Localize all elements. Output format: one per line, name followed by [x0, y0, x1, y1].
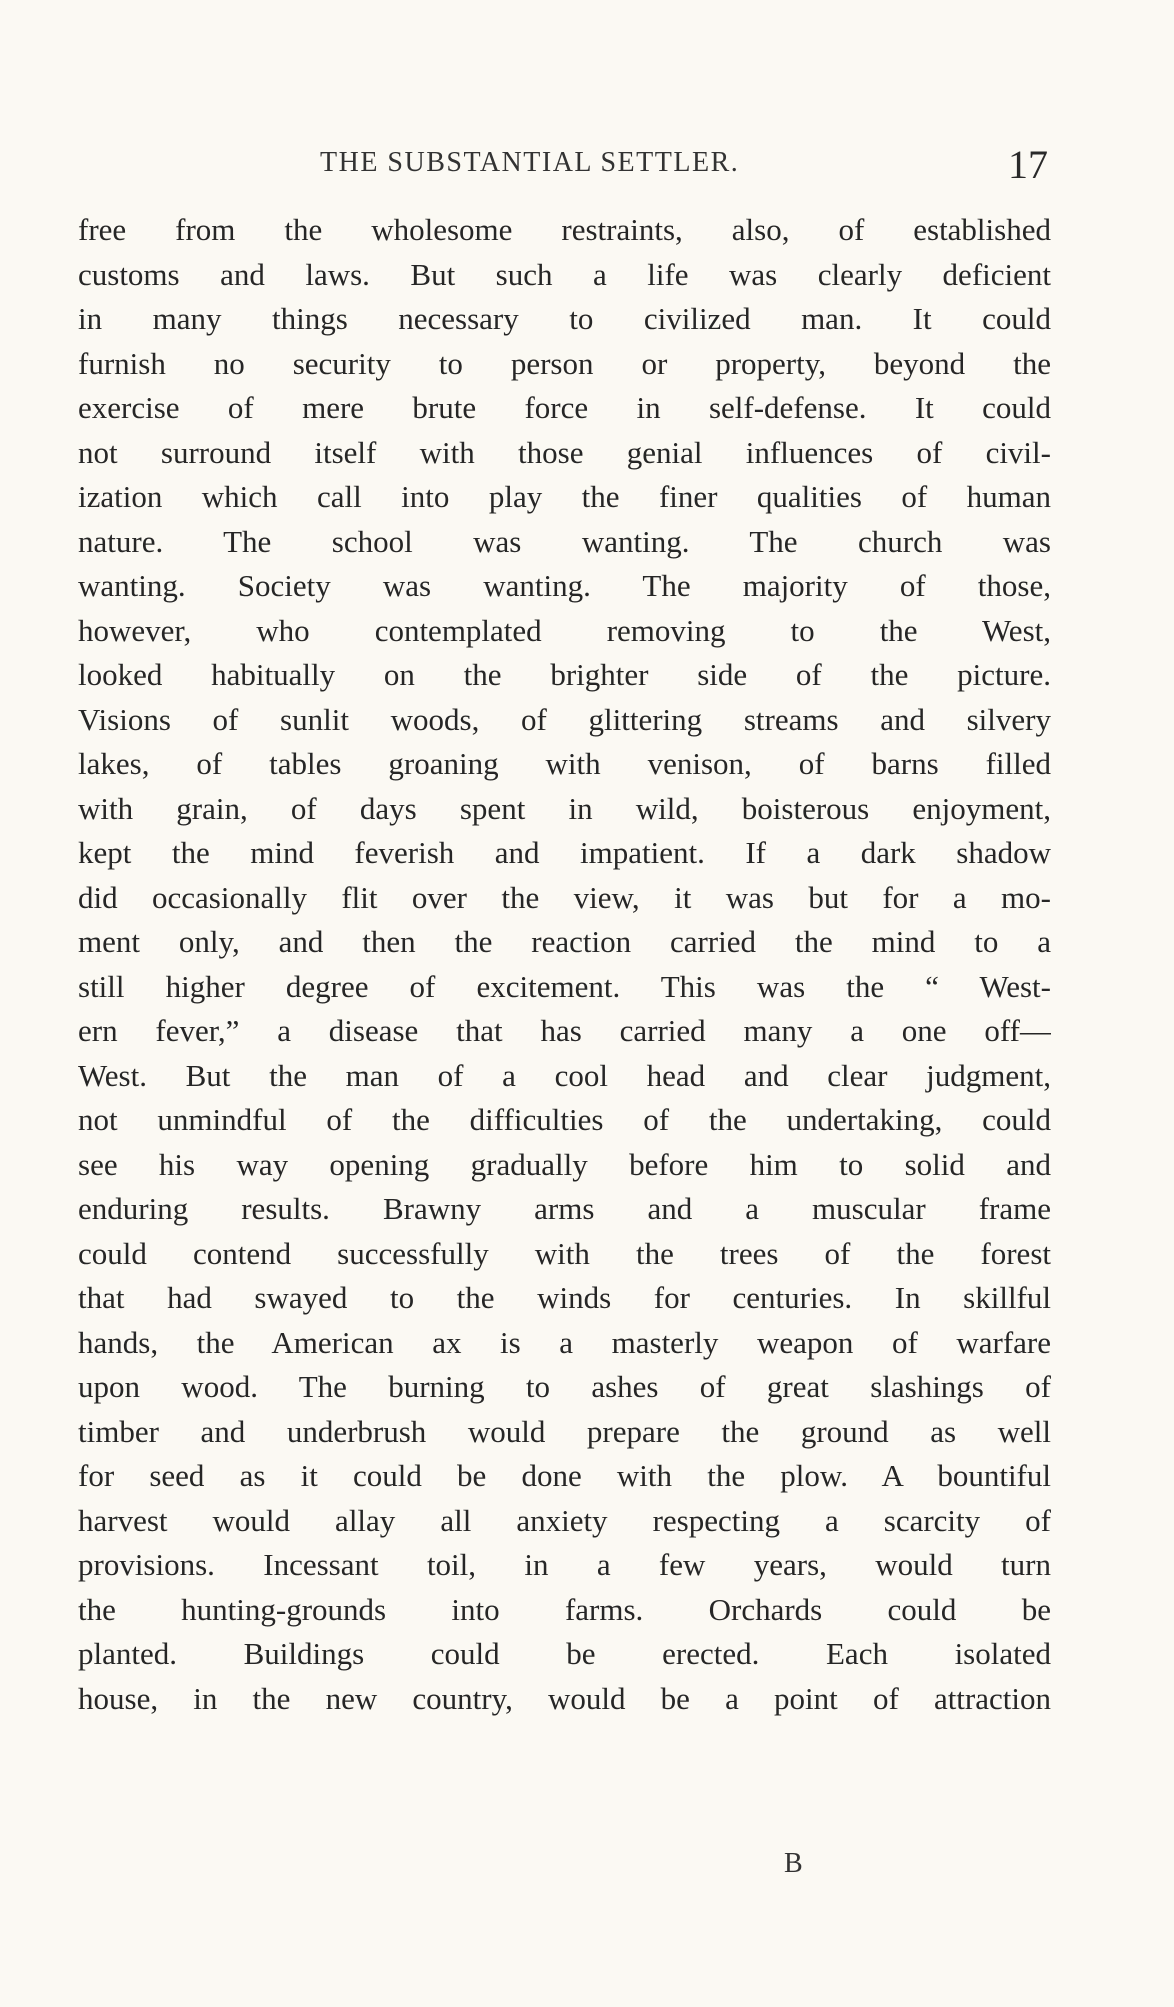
running-head: [0, 142, 1174, 195]
text-line: planted. Buildings could be erected. Each isolated: [78, 1636, 1051, 1671]
text-line: nature. The school was wanting. The church was: [78, 523, 1051, 559]
text-line: ization which call into play the finer qualities of human: [78, 479, 1051, 514]
text-line: customs and laws. But such a life was clearly deficient: [78, 256, 1051, 292]
text-line: that had swayed to the winds for centuries. In skillful: [78, 1280, 1051, 1315]
text-line: West. But the man of a cool head and clear judgment,: [78, 1057, 1051, 1093]
text-line: however, who contemplated removing to the West,: [78, 612, 1051, 648]
text-line: house, in the new country, would be a point of attraction: [78, 1680, 1051, 1716]
text-line: lakes, of tables groaning with venison, of barns filled: [78, 746, 1051, 781]
text-line: with grain, of days spent in wild, boisterous enjoyment,: [78, 790, 1051, 826]
text-line: provisions. Incessant toil, in a few years, would turn: [78, 1547, 1051, 1582]
text-line: did occasionally flit over the view, it was but for a mo-: [78, 879, 1051, 915]
text-line: hands, the American ax is a masterly weapon of warfare: [78, 1324, 1051, 1360]
text-line: looked habitually on the brighter side of the picture.: [78, 657, 1051, 692]
text-line: wanting. Society was wanting. The majority of those,: [78, 568, 1051, 603]
text-line: Visions of sunlit woods, of glittering streams and silvery: [78, 701, 1051, 737]
signature-mark: B: [784, 1848, 803, 1879]
text-line: not unmindful of the difficulties of the undertaking, could: [78, 1102, 1051, 1137]
text-line: still higher degree of excitement. This was the “ West-: [78, 968, 1051, 1004]
text-line: not surround itself with those genial influences of civil-: [78, 434, 1051, 470]
text-line: harvest would allay all anxiety respecting a scarcity of: [78, 1502, 1051, 1538]
text-line: exercise of mere brute force in self-defense. It could: [78, 390, 1051, 425]
text-line: could contend successfully with the trees of the forest: [78, 1235, 1051, 1271]
body-text: [78, 208, 1051, 1721]
text-line: ern fever,” a disease that has carried many a one off—: [78, 1013, 1051, 1048]
text-line: kept the mind feverish and impatient. If a dark shadow: [78, 835, 1051, 870]
text-line: see his way opening gradually before him to solid and: [78, 1146, 1051, 1182]
text-line: free from the wholesome restraints, also, of established: [78, 212, 1051, 247]
text-line: enduring results. Brawny arms and a muscular frame: [78, 1191, 1051, 1226]
text-line: ment only, and then the reaction carried the mind to a: [78, 924, 1051, 959]
text-line: for seed as it could be done with the plow. A bountiful: [78, 1458, 1051, 1493]
text-line: upon wood. The burning to ashes of great slashings of: [78, 1369, 1051, 1404]
text-line: furnish no security to person or property, beyond the: [78, 345, 1051, 381]
text-line: the hunting-grounds into farms. Orchards could be: [78, 1591, 1051, 1627]
running-title: THE SUBSTANTIAL SETTLER.: [320, 147, 740, 178]
page-number: 17: [1008, 142, 1048, 187]
text-line: timber and underbrush would prepare the ground as well: [78, 1413, 1051, 1449]
text-line: in many things necessary to civilized man. It could: [78, 301, 1051, 336]
